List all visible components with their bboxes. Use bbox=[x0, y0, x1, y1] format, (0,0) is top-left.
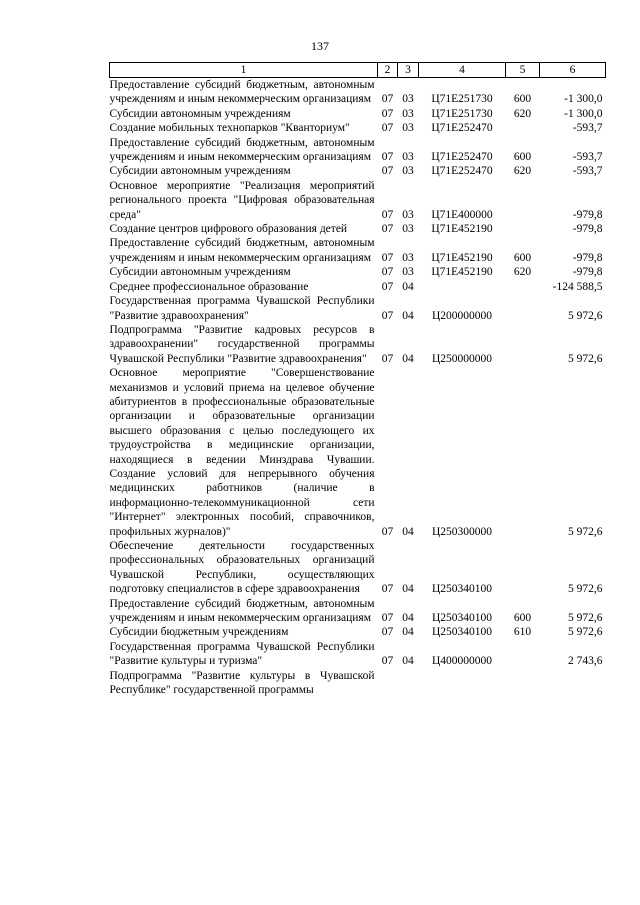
row-amount: -593,7 bbox=[572, 165, 603, 178]
row-target-code: Ц250000000 bbox=[431, 352, 493, 365]
row-amount: 2 743,6 bbox=[568, 655, 603, 668]
row-subsection: 04 bbox=[402, 309, 414, 322]
row-target-code: Ц71E452190 bbox=[431, 266, 493, 279]
page-number: 137 bbox=[311, 39, 329, 53]
row-name: Предоставление субсидий бюджетным, автономным учреждениям и иным некоммерческим организациям bbox=[109, 79, 375, 106]
table-row bbox=[110, 640, 606, 669]
row-name: Субсидии автономным учреждениям bbox=[109, 107, 291, 120]
row-expense-type: 620 bbox=[513, 107, 532, 120]
row-expense-type bbox=[506, 640, 540, 669]
row-section: 07 bbox=[381, 626, 394, 639]
table-row bbox=[110, 121, 606, 135]
row-amount: -979,8 bbox=[572, 266, 603, 279]
row-amount: -979,8 bbox=[572, 223, 603, 236]
row-expense-type: 600 bbox=[513, 93, 532, 106]
row-subsection: 04 bbox=[402, 583, 414, 596]
header-section: 2 bbox=[378, 63, 398, 78]
row-section: 07 bbox=[381, 251, 394, 264]
row-amount: 5 972,6 bbox=[568, 612, 603, 625]
row-name: Основное мероприятие "Совершенствование механизмов и условий приема на целевое обучение абитуриентов в профессиональные образовательные организации и образовательные организации высшего образования с целью последующего их трудоустройства в медицинские организации, находящиеся в ведении Минздрава Чувашии. Создание условий для непрерывного обучения медицинских работников (наличие в информационно-телекоммуникационной сети "Интернет" электронных пособий, справочников, профильных журналов)" bbox=[109, 367, 375, 538]
row-section: 07 bbox=[381, 583, 394, 596]
row-name: Подпрограмма "Развитие кадровых ресурсов в здравоохранении" государственной программы Чувашской Республики "Развитие здравоохранения" bbox=[109, 323, 375, 365]
row-expense-type: 600 bbox=[513, 612, 532, 625]
row-expense-type bbox=[506, 669, 540, 698]
row-expense-type bbox=[506, 366, 540, 539]
row-target-code: Ц250340100 bbox=[431, 626, 493, 639]
row-target-code: Ц250340100 bbox=[431, 583, 493, 596]
table-row bbox=[110, 539, 606, 597]
table-row bbox=[110, 222, 606, 236]
row-expense-type bbox=[506, 121, 540, 135]
row-expense-type: 610 bbox=[513, 626, 532, 639]
table-row bbox=[110, 280, 606, 294]
row-section: 07 bbox=[381, 655, 394, 668]
row-section: 07 bbox=[381, 151, 394, 164]
row-section: 07 bbox=[381, 107, 394, 120]
row-amount: -593,7 bbox=[572, 122, 603, 135]
row-subsection: 04 bbox=[402, 655, 414, 668]
table-row bbox=[110, 265, 606, 279]
row-name: Субсидии бюджетным учреждениям bbox=[109, 626, 289, 639]
row-subsection: 03 bbox=[402, 223, 414, 236]
row-subsection: 03 bbox=[402, 107, 414, 120]
table-row bbox=[110, 366, 606, 539]
row-section: 07 bbox=[381, 223, 394, 236]
row-expense-type: 600 bbox=[513, 151, 532, 164]
row-section: 07 bbox=[381, 266, 394, 279]
row-subsection: 03 bbox=[402, 93, 414, 106]
table-row bbox=[110, 107, 606, 121]
table-row bbox=[110, 236, 606, 265]
row-expense-type: 620 bbox=[513, 165, 532, 178]
row-amount: -593,7 bbox=[572, 151, 603, 164]
row-section: 07 bbox=[381, 280, 394, 293]
row-target-code: Ц71E452190 bbox=[431, 251, 493, 264]
row-expense-type: 600 bbox=[513, 251, 532, 264]
table-row bbox=[110, 136, 606, 165]
row-name: Государственная программа Чувашской Республики "Развитие культуры и туризма" bbox=[109, 640, 375, 668]
row-subsection bbox=[398, 669, 419, 698]
row-expense-type bbox=[506, 539, 540, 597]
row-name: Подпрограмма "Развитие культуры в Чувашской Республике" государственной программы bbox=[109, 669, 375, 697]
row-amount: 5 972,6 bbox=[568, 626, 603, 639]
row-target-code bbox=[419, 280, 506, 294]
row-target-code: Ц250340100 bbox=[431, 612, 493, 625]
table-row bbox=[110, 669, 606, 698]
row-name: Создание мобильных технопарков "Кванториум" bbox=[109, 122, 350, 135]
header-target-code: 4 bbox=[419, 63, 506, 78]
row-subsection: 04 bbox=[402, 612, 414, 625]
row-subsection: 04 bbox=[402, 280, 414, 293]
row-target-code: Ц71E252470 bbox=[431, 165, 493, 178]
row-name: Предоставление субсидий бюджетным, автономным учреждениям и иным некоммерческим организациям bbox=[109, 597, 375, 625]
row-target-code: Ц400000000 bbox=[431, 655, 493, 668]
row-section bbox=[378, 669, 398, 698]
row-subsection: 04 bbox=[402, 352, 414, 365]
row-section: 07 bbox=[381, 122, 394, 135]
row-target-code: Ц71E251730 bbox=[431, 107, 493, 120]
row-name: Среднее профессиональное образование bbox=[109, 280, 309, 293]
row-target-code: Ц71E252470 bbox=[431, 151, 493, 164]
row-amount: 5 972,6 bbox=[568, 583, 603, 596]
row-section: 07 bbox=[381, 612, 394, 625]
row-name: Основное мероприятие "Реализация мероприятий регионального проекта "Цифровая образовательная среда" bbox=[109, 179, 375, 221]
header-subsection: 3 bbox=[398, 63, 419, 78]
row-subsection: 03 bbox=[402, 266, 414, 279]
row-name: Субсидии автономным учреждениям bbox=[109, 165, 291, 178]
row-target-code bbox=[419, 669, 506, 698]
row-amount: 5 972,6 bbox=[568, 352, 603, 365]
row-target-code: Ц71E251730 bbox=[431, 93, 493, 106]
table-row bbox=[110, 323, 606, 366]
row-target-code: Ц200000000 bbox=[431, 309, 493, 322]
table-row bbox=[110, 164, 606, 178]
row-subsection: 03 bbox=[402, 208, 414, 221]
row-amount bbox=[540, 669, 606, 698]
row-target-code: Ц250300000 bbox=[431, 525, 493, 538]
row-target-code: Ц71E252470 bbox=[431, 122, 493, 135]
header-name: 1 bbox=[110, 63, 378, 78]
row-expense-type bbox=[506, 222, 540, 236]
header-amount: 6 bbox=[540, 63, 606, 78]
row-name: Предоставление субсидий бюджетным, автономным учреждениям и иным некоммерческим организациям bbox=[109, 136, 375, 164]
table-row bbox=[110, 179, 606, 222]
row-section: 07 bbox=[381, 525, 394, 538]
table-row bbox=[110, 597, 606, 626]
table-row bbox=[110, 625, 606, 639]
table-body bbox=[110, 78, 606, 698]
row-section: 07 bbox=[381, 352, 394, 365]
row-section: 07 bbox=[381, 165, 394, 178]
header-expense-type: 5 bbox=[506, 63, 540, 78]
row-section: 07 bbox=[381, 93, 394, 106]
budget-table bbox=[109, 62, 606, 697]
row-subsection: 04 bbox=[402, 525, 414, 538]
table-row bbox=[110, 294, 606, 323]
row-subsection: 03 bbox=[402, 165, 414, 178]
row-name: Обеспечение деятельности государственных профессиональных образовательных организаций Чувашской Республики, осуществляющих подготовку специалистов в сфере здравоохранения bbox=[109, 540, 375, 596]
row-name: Предоставление субсидий бюджетным, автономным учреждениям и иным некоммерческим организациям bbox=[109, 237, 375, 264]
row-expense-type bbox=[506, 179, 540, 222]
row-amount: -979,8 bbox=[572, 251, 603, 264]
row-amount: 5 972,6 bbox=[568, 525, 603, 538]
row-expense-type bbox=[506, 323, 540, 366]
row-amount: 5 972,6 bbox=[568, 309, 603, 322]
row-section: 07 bbox=[381, 309, 394, 322]
row-section: 07 bbox=[381, 208, 394, 221]
row-name: Государственная программа Чувашской Республики "Развитие здравоохранения" bbox=[109, 295, 375, 322]
row-target-code: Ц71E400000 bbox=[431, 208, 493, 221]
table-header-row bbox=[110, 63, 606, 78]
row-subsection: 03 bbox=[402, 122, 414, 135]
row-expense-type bbox=[506, 280, 540, 294]
row-amount: -979,8 bbox=[572, 208, 603, 221]
row-amount: -1 300,0 bbox=[564, 107, 603, 120]
row-expense-type bbox=[506, 294, 540, 323]
row-target-code: Ц71E452190 bbox=[431, 223, 493, 236]
row-subsection: 03 bbox=[402, 151, 414, 164]
row-subsection: 03 bbox=[402, 251, 414, 264]
row-name: Субсидии автономным учреждениям bbox=[109, 266, 291, 279]
row-amount: -1 300,0 bbox=[564, 93, 603, 106]
table-row bbox=[110, 78, 606, 107]
row-name: Создание центров цифрового образования детей bbox=[109, 223, 348, 236]
row-expense-type: 620 bbox=[513, 266, 532, 279]
row-subsection: 04 bbox=[402, 626, 414, 639]
row-amount: -124 588,5 bbox=[552, 280, 603, 293]
